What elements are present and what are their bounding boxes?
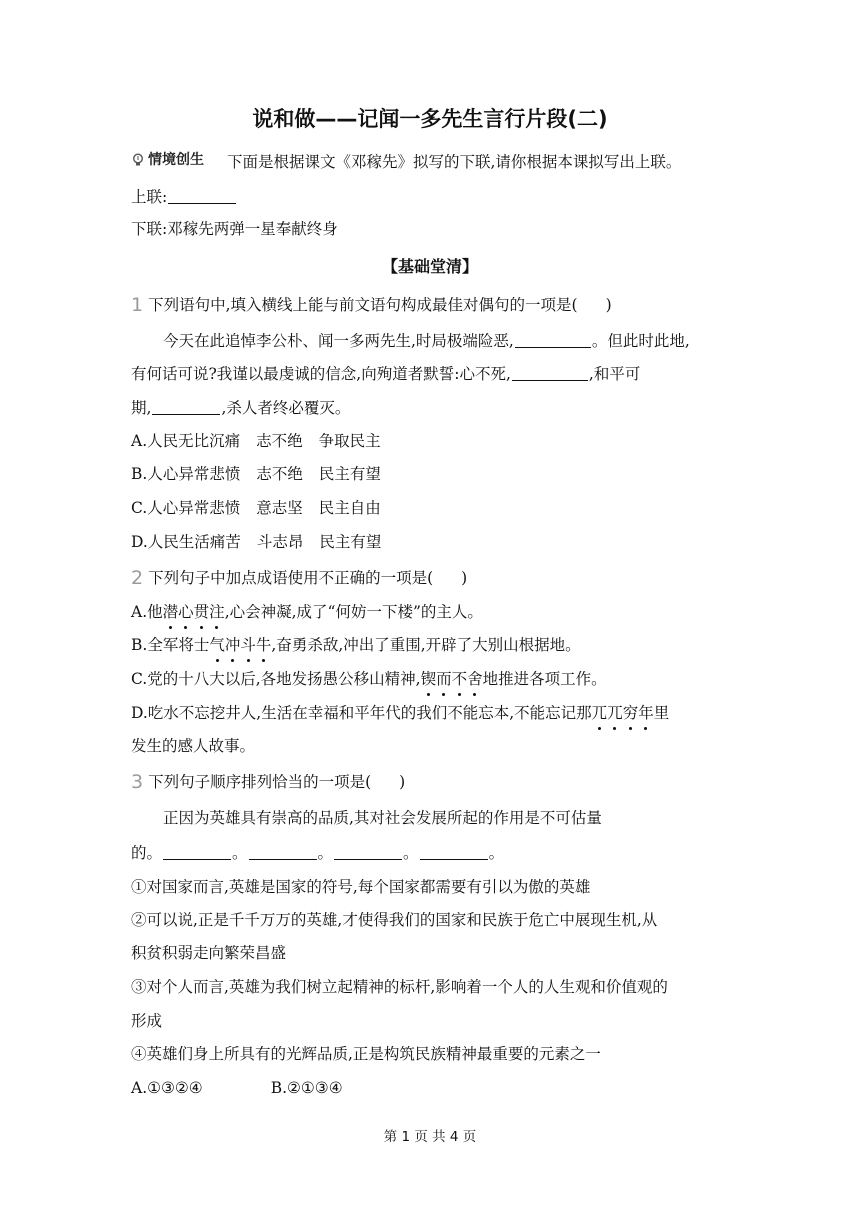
option-part: 民主有望 [319, 533, 382, 551]
upper-couplet-blank [168, 187, 236, 204]
dotted-character: 不 [451, 670, 468, 688]
option-text: A.他 [131, 603, 163, 621]
dotted-character: 心 [178, 603, 194, 621]
blank-separator: 。 [232, 844, 248, 862]
lower-couplet: 下联:邓稼先两弹一星奉献终身 [131, 220, 338, 238]
q1-option-b [131, 463, 381, 485]
passage-text: 。但此时此地, [591, 332, 690, 350]
passage-text: 期, [131, 399, 152, 417]
option-part: 志不绝 [256, 432, 303, 450]
option-text: ,奋勇杀敌,冲出了重围,开辟了大别山根据地。 [271, 636, 581, 654]
answer-blank [420, 843, 488, 860]
question-number: 2 [131, 567, 144, 589]
dotted-character: 兀 [591, 704, 608, 722]
question-paren-close: ) [605, 296, 612, 314]
passage-text: 有何话可说?我谨以最虔诚的信念,向殉道者默誓:心不死, [131, 365, 511, 383]
q3-item-3: ③对个人而言,英雄为我们树立起精神的标杆,影响着一个人的人生观和价值观的 [131, 978, 668, 996]
dotted-character: 而 [436, 670, 452, 688]
dotted-character: 锲 [420, 670, 437, 688]
answer-blank [515, 331, 591, 348]
q3-item-2-continued: 积贫积弱走向繁荣昌盛 [131, 944, 287, 962]
passage-text: 的。 [131, 844, 163, 862]
dotted-idiom [209, 636, 271, 654]
question-number: 1 [131, 294, 144, 316]
dotted-character: 冲 [224, 636, 241, 654]
page-footer: 第 1 页 共 4 页 [383, 1129, 477, 1145]
q2-option-a [131, 601, 483, 623]
upper-couplet-label: 上联: [131, 188, 168, 206]
option-part: D.人民生活痛苦 [131, 533, 241, 551]
option-b: B.②①③④ [270, 1079, 343, 1097]
option-text: C.党的十八大以后,各地发扬愚公移山精神, [131, 670, 421, 688]
option-text: 里 [653, 704, 670, 722]
dotted-character: 潜 [162, 603, 179, 621]
q1-option-c [131, 497, 381, 519]
q1-option-a [131, 430, 381, 452]
q3-item-1: ①对国家而言,英雄是国家的符号,每个国家都需要有引以为傲的英雄 [131, 878, 591, 896]
option-part: 意志坚 [256, 499, 303, 517]
question-number: 3 [131, 771, 144, 793]
question-paren-close: ) [461, 569, 468, 587]
option-a: A.①③②④ [131, 1079, 203, 1097]
option-text: ,心会神凝,成了“何妨一下楼”的主人。 [224, 603, 483, 621]
option-part: 斗志昂 [256, 533, 304, 551]
q2-option-d [131, 702, 669, 724]
intro-prompt-line [131, 149, 681, 173]
upper-couplet-line [131, 186, 237, 208]
blank-separator: 。 [488, 844, 505, 862]
option-part: B.人心异常悲愤 [131, 465, 241, 483]
answer-blank [334, 843, 402, 860]
q3-item-3-continued: 形成 [131, 1012, 163, 1030]
dotted-character: 舍 [467, 670, 483, 688]
option-part: 民主自由 [318, 499, 381, 517]
dotted-character: 穷 [622, 704, 639, 722]
option-part: A.人民无比沉痛 [131, 432, 241, 450]
blank-separator: 。 [317, 844, 334, 862]
intro-prompt: 下面是根据课文《邓稼先》拟写的下联,请你根据本课拟写出上联。 [226, 153, 682, 171]
dotted-character: 斗 [240, 636, 256, 654]
answer-blank [152, 398, 220, 415]
q3-options [131, 1077, 343, 1099]
scenario-badge-label: 情境创生 [148, 152, 204, 168]
q1-passage-line-2 [131, 363, 640, 385]
lightbulb-icon [131, 153, 145, 167]
option-part: C.人心异常悲愤 [131, 499, 241, 517]
passage-text: 今天在此追悼李公朴、闻一多两先生,时局极端险恶, [163, 332, 514, 350]
question-text: 下列语句中,填入横线上能与前文语句构成最佳对偶句的一项是( [148, 296, 578, 314]
blank-separator: 。 [403, 844, 419, 862]
answer-blank [512, 364, 588, 381]
question-text: 下列句子中加点成语使用不正确的一项是( [148, 569, 434, 587]
option-text: B.全军将士 [131, 636, 210, 654]
answer-blank [163, 843, 231, 860]
question-3-stem [131, 771, 405, 793]
question-text: 下列句子顺序排列恰当的一项是( [148, 773, 372, 791]
question-2-stem [131, 567, 467, 589]
q3-item-2: ②可以说,正是千千万万的英雄,才使得我们的国家和民族于危亡中展现生机,从 [131, 911, 658, 929]
option-part: 争取民主 [318, 432, 381, 450]
question-paren-close: ) [399, 773, 406, 791]
passage-text: ,杀人者终必覆灭。 [221, 399, 351, 417]
option-text: D.吃水不忘挖井人,生活在幸福和平年代的我们不能忘本,不能忘记那 [131, 704, 592, 722]
option-part: 志不绝 [256, 465, 303, 483]
passage-text: ,和平可 [588, 365, 641, 383]
q1-option-d [131, 531, 381, 553]
section-heading: 【基础堂清】 [381, 257, 478, 276]
q2-option-d-continued: 发生的感人故事。 [131, 737, 256, 755]
dotted-character: 兀 [607, 704, 623, 722]
q2-option-b [131, 634, 581, 656]
dotted-idiom [163, 603, 225, 621]
dotted-idiom [421, 670, 483, 688]
dotted-character: 牛 [255, 636, 272, 654]
question-1-stem [131, 294, 612, 316]
dotted-idiom [592, 704, 654, 722]
q3-passage-line-1: 正因为英雄具有崇高的品质,其对社会发展所起的作用是不可估量 [163, 809, 602, 827]
q3-passage-line-2 [131, 842, 504, 864]
answer-blank [249, 843, 317, 860]
dotted-character: 注 [209, 603, 225, 621]
dotted-character: 年 [638, 704, 654, 722]
q1-passage-line-3 [131, 397, 350, 419]
dotted-character: 气 [209, 636, 225, 654]
option-part: 民主有望 [318, 465, 381, 483]
q1-passage-line-1 [163, 330, 690, 352]
option-text: 地推进各项工作。 [482, 670, 607, 688]
scenario-badge [131, 149, 204, 171]
q2-option-c [131, 668, 607, 690]
q3-item-4: ④英雄们身上所具有的光辉品质,正是构筑民族精神最重要的元素之一 [131, 1045, 601, 1063]
dotted-character: 贯 [193, 603, 210, 621]
page-title: 说和做——记闻一多先生言行片段(二) [252, 107, 608, 131]
